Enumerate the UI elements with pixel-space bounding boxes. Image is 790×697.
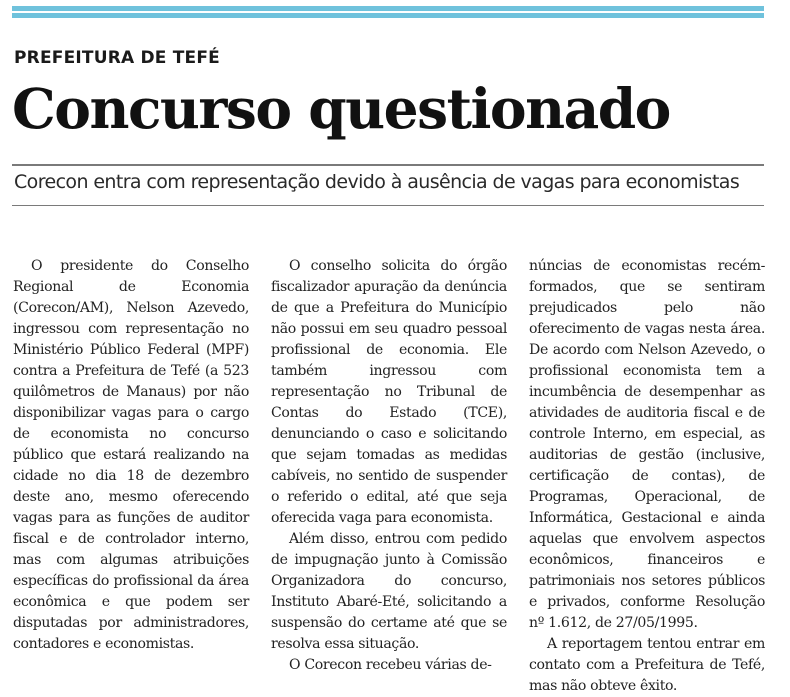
article-column-2 bbox=[271, 256, 507, 676]
body-paragraph: A reportagem tentou entrar em contato com a Prefeitura de Tefé, mas não obteve êxito. bbox=[529, 636, 765, 694]
body-paragraph: O Corecon recebeu várias de- bbox=[289, 657, 492, 673]
subhead-bottom-rule bbox=[12, 205, 764, 206]
article-column-3 bbox=[529, 256, 765, 697]
subheadline: Corecon entra com representação devido à ausência de vagas para economistas bbox=[14, 171, 740, 193]
top-color-band bbox=[12, 6, 764, 18]
section-kicker: PREFEITURA DE TEFÉ bbox=[14, 48, 220, 68]
article-column-1 bbox=[13, 256, 249, 655]
headline: Concurso questionado bbox=[12, 76, 670, 141]
subhead-top-rule bbox=[12, 164, 764, 166]
body-paragraph: Além disso, entrou com pedido de impugnação junto à Comissão Organizadora do concurso, Instituto Abaré-Eté, solicitando a suspensão do certame até que se resolva essa situação. bbox=[271, 531, 507, 652]
body-paragraph: O presidente do Conselho Regional de Economia (Corecon/AM), Nelson Azevedo, ingressou com representação no Ministério Público Federal (MPF) contra a Prefeitura de Tefé (a 523 quilômetros de Manaus) por não disponibilizar vagas para o cargo de economista no concurso público que estará realizando na cidade no dia 18 de dezembro deste ano, mesmo oferecendo vagas para as funções de auditor fiscal e de controlador interno, mas com algumas atribuições específicas do profissional da área econômica e que podem ser disputadas por administradores, contadores e economistas. bbox=[13, 258, 249, 652]
body-paragraph: O conselho solicita do órgão fiscalizador apuração da denúncia de que a Prefeitura do Município não possui em seu quadro pessoal profissional de economia. Ele também ingressou com representação no Tribunal de Contas do Estado (TCE), denunciando o caso e solicitando que sejam tomadas as medidas cabíveis, no sentido de suspender o referido o edital, até que seja oferecida vaga para economista. bbox=[271, 258, 507, 526]
body-paragraph: núncias de economistas recém-formados, que se sentiram prejudicados pelo não oferecimento de vagas nesta área. De acordo com Nelson Azevedo, o profissional economista tem a incumbência de desempenhar as atividades de auditoria fiscal e de controle Interno, em especial, as auditorias de gestão (inclusive, certificação de contas), de Programas, Operacional, de Informática, Gestacional e ainda aquelas que envolvem aspectos econômicos, financeiros e patrimoniais nos setores públicos e privados, conforme Resolução nº 1.612, de 27/05/1995. bbox=[529, 258, 765, 631]
